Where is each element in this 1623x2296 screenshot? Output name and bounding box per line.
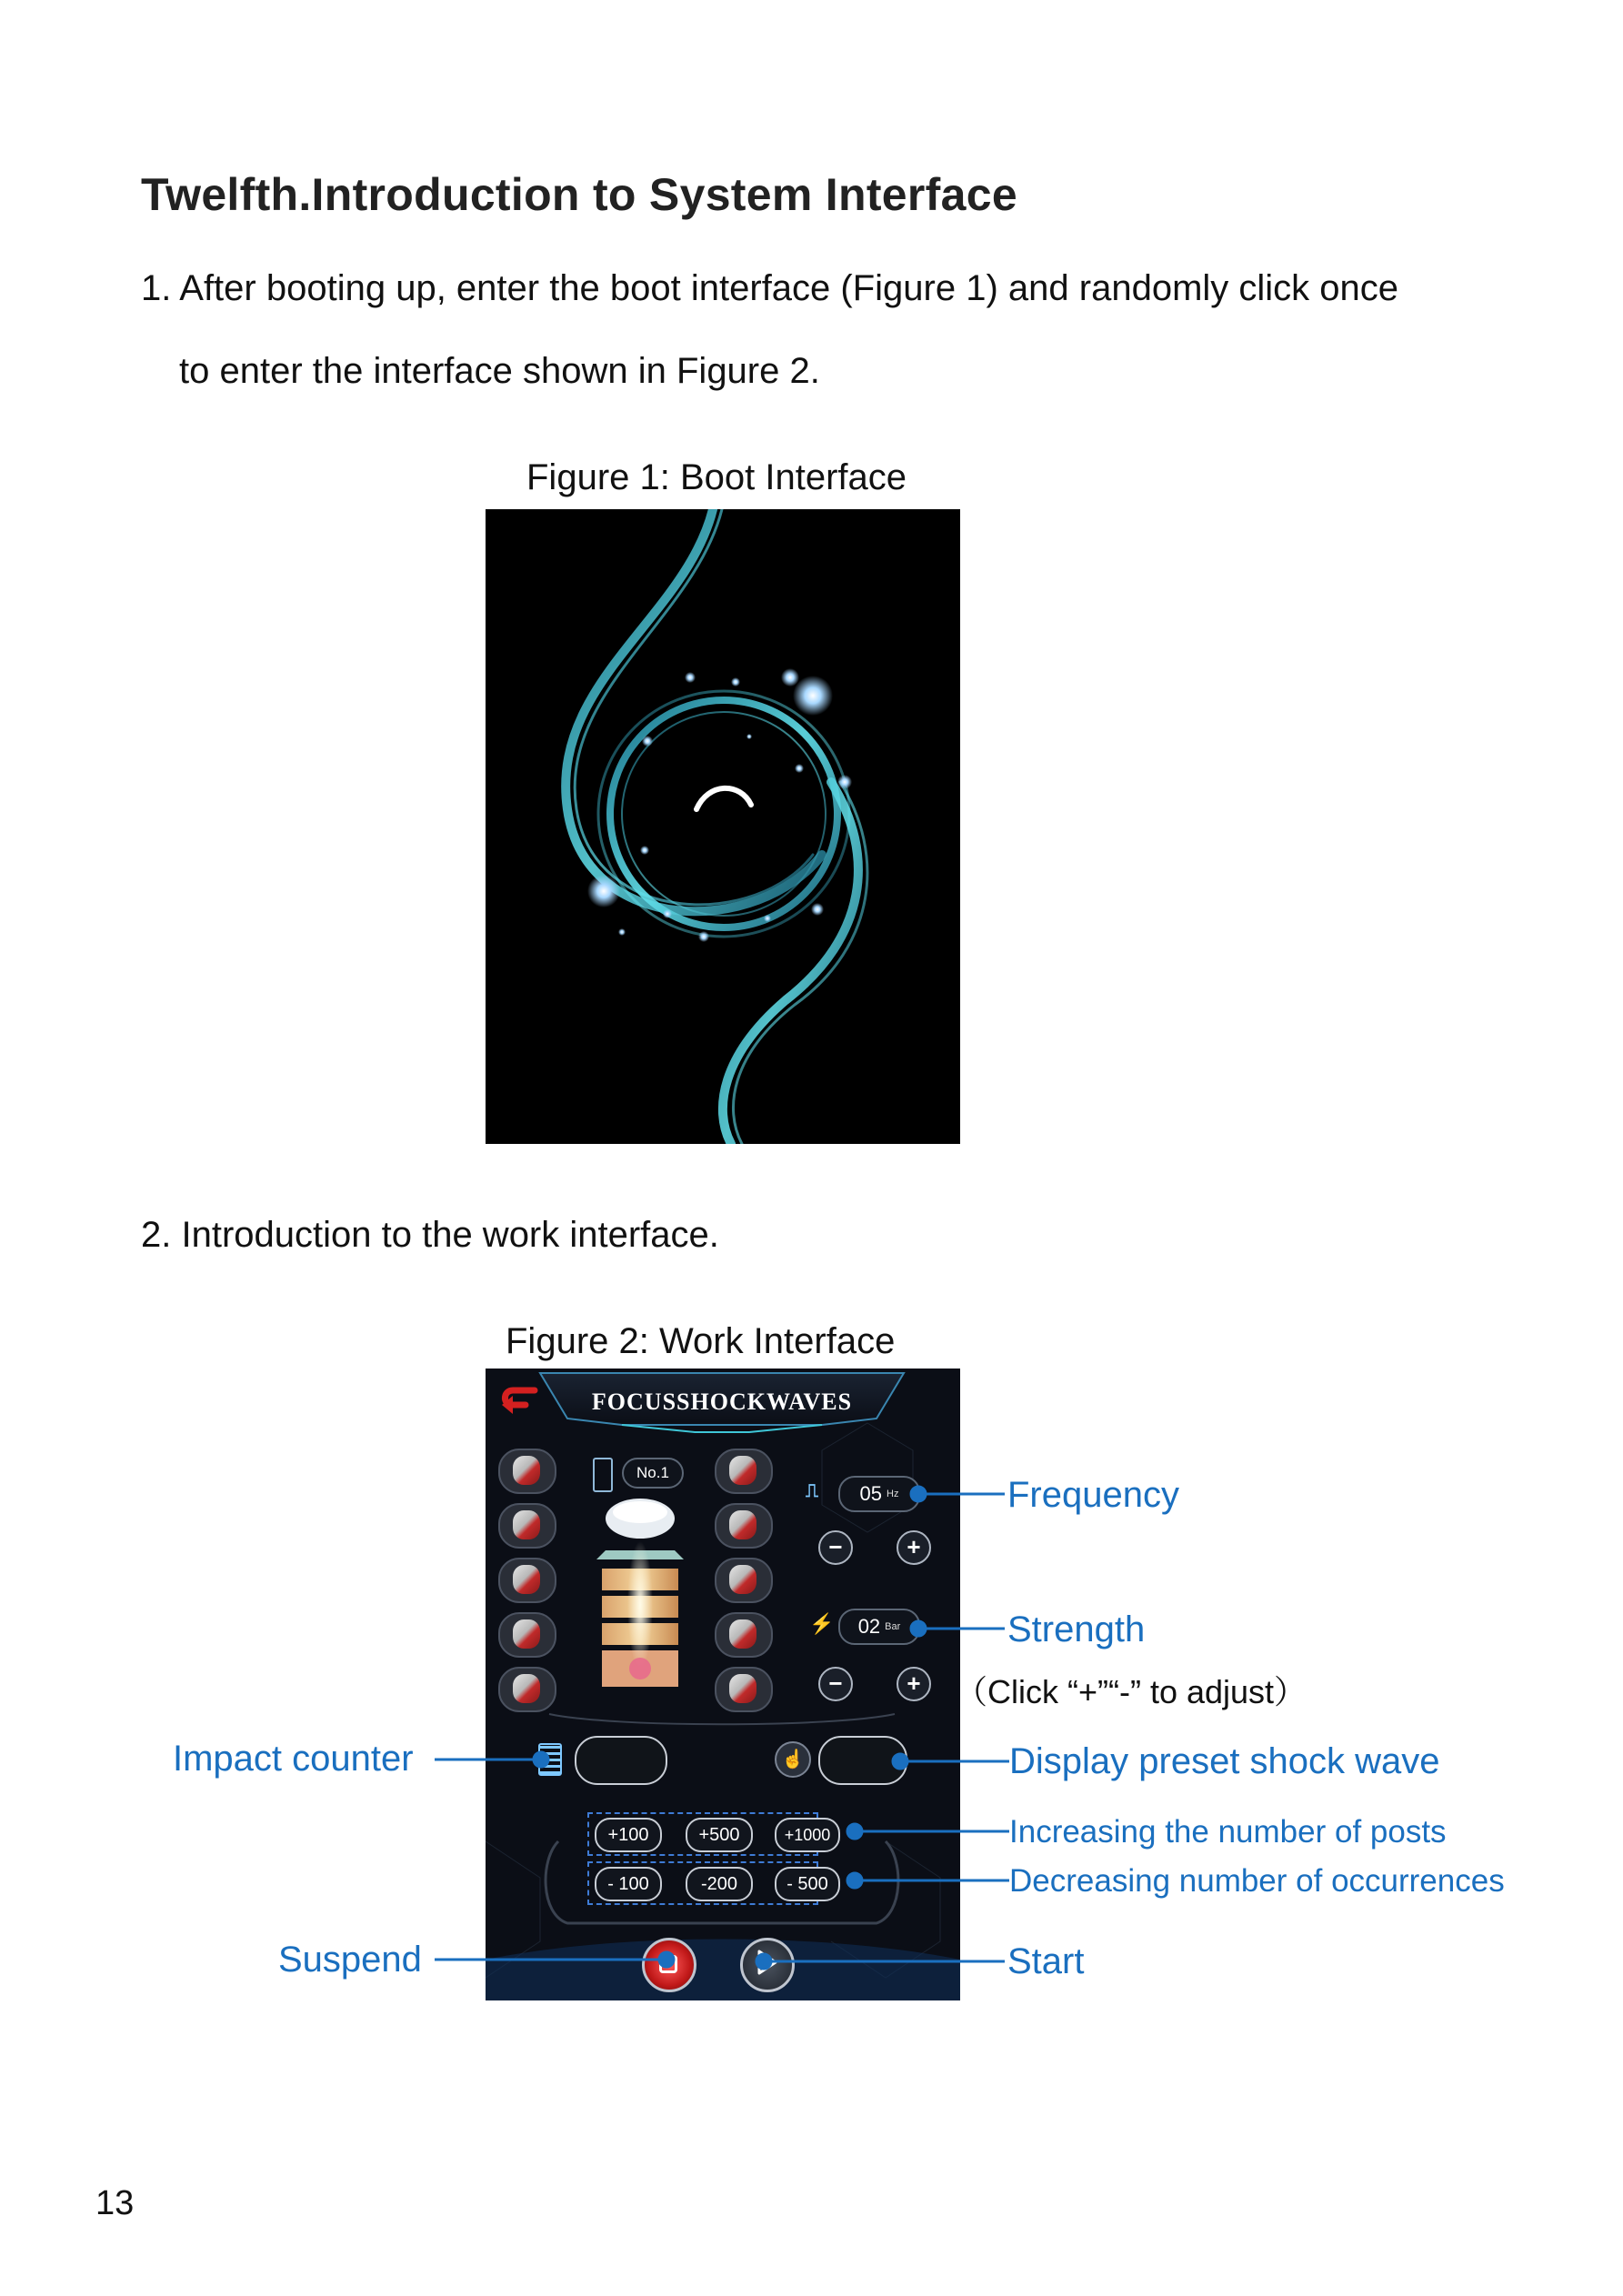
minus-500-button[interactable]: - 500	[775, 1867, 840, 1901]
strength-annotation: Strength	[1007, 1609, 1146, 1649]
frequency-value: 05	[859, 1482, 883, 1505]
step2-text: 2. Introduction to the work interface.	[141, 1215, 719, 1255]
strength-unit: Bar	[885, 1621, 901, 1632]
section-heading: Twelfth.Introduction to System Interface	[141, 169, 1017, 220]
app-title: FOCUSSHOCKWAVES	[591, 1389, 853, 1415]
plus-1000-button[interactable]: +1000	[775, 1818, 840, 1852]
frequency-unit: Hz	[887, 1489, 899, 1499]
strength-plus-button[interactable]: +	[897, 1667, 931, 1701]
start-annotation: Start	[1007, 1941, 1085, 1981]
decreasing-annotation: Decreasing number of occurrences	[1009, 1863, 1505, 1899]
step1-line2: to enter the interface shown in Figure 2.	[179, 351, 820, 391]
minus-200-button[interactable]: -200	[686, 1867, 753, 1901]
figure1-caption: Figure 1: Boot Interface	[526, 457, 907, 497]
frequency-plus-button[interactable]: +	[897, 1530, 931, 1565]
frequency-wave-icon: ⎍	[806, 1481, 818, 1501]
frequency-minus-button[interactable]: −	[818, 1530, 853, 1565]
minus-100-button[interactable]: - 100	[595, 1867, 662, 1901]
strength-value: 02	[857, 1615, 881, 1638]
plus-100-button[interactable]: +100	[595, 1818, 662, 1852]
frequency-annotation: Frequency	[1007, 1475, 1179, 1515]
strength-minus-button[interactable]: −	[818, 1667, 853, 1701]
figure2-caption: Figure 2: Work Interface	[506, 1321, 896, 1361]
strength-bolt-icon: ⚡	[809, 1612, 835, 1635]
impact-counter-annotation: Impact counter	[173, 1739, 414, 1779]
program-label[interactable]: No.1	[622, 1458, 684, 1489]
plus-500-button[interactable]: +500	[686, 1818, 753, 1852]
suspend-annotation: Suspend	[278, 1940, 422, 1980]
adjust-hint: （Click “+”“-” to adjust）	[955, 1673, 1307, 1710]
step1-line1: 1. After booting up, enter the boot interface (Figure 1) and randomly click once	[141, 268, 1399, 308]
display-preset-annotation: Display preset shock wave	[1009, 1741, 1440, 1781]
increasing-annotation: Increasing the number of posts	[1009, 1814, 1447, 1850]
hand-pointer-icon: ☝	[775, 1741, 811, 1778]
page-number: 13	[95, 2184, 135, 2222]
